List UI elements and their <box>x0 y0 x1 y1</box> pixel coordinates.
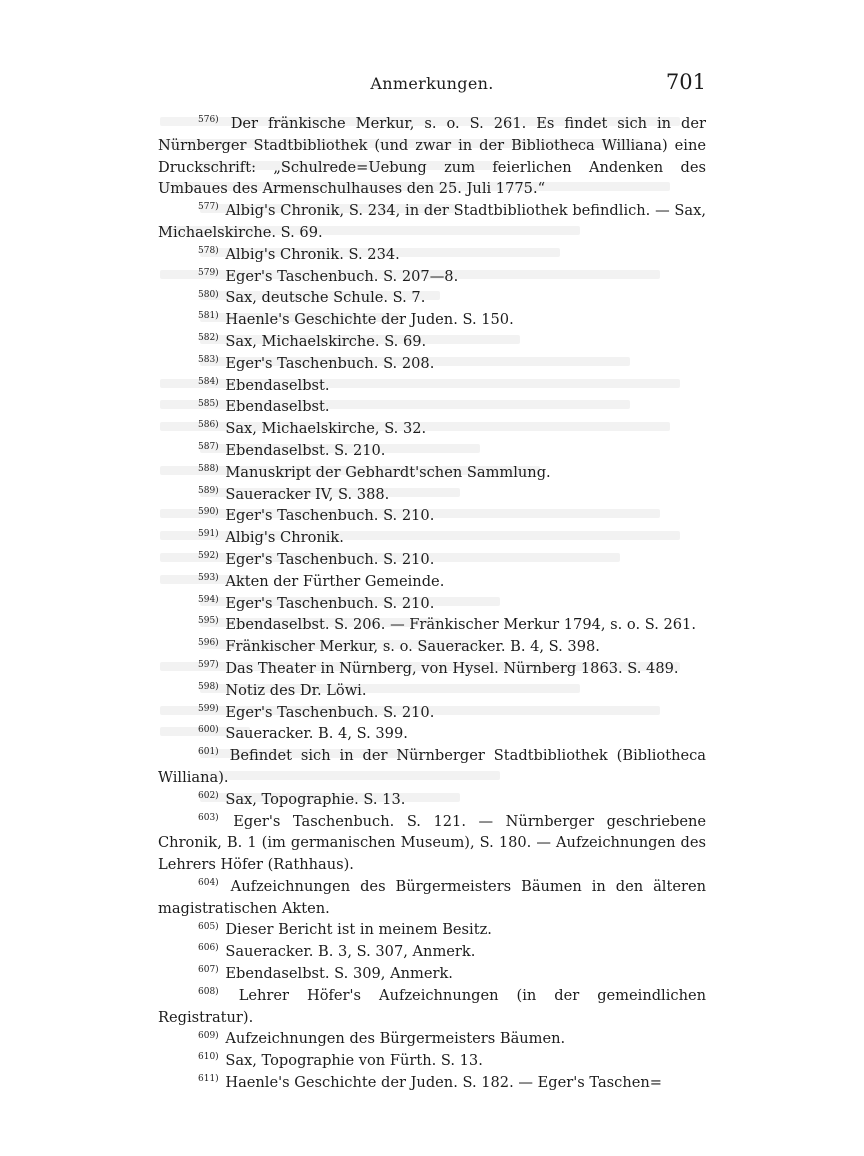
endnote <box>158 985 706 1029</box>
endnote <box>158 1050 706 1072</box>
endnote <box>158 723 706 745</box>
note-text: Notiz des Dr. Löwi. <box>225 681 367 699</box>
endnote <box>158 680 706 702</box>
note-text: Akten der Fürther Gemeinde. <box>225 572 445 590</box>
note-text: Eger's Taschenbuch. S. 208. <box>225 354 435 372</box>
endnote <box>158 484 706 506</box>
note-text: Ebendaselbst. <box>225 376 330 394</box>
note-number: 600) <box>198 725 219 736</box>
note-number: 602) <box>198 790 219 801</box>
note-number: 582) <box>198 333 219 344</box>
note-number: 589) <box>198 485 219 496</box>
note-text: Das Theater in Nürnberg, von Hysel. Nürnberg 1863. S. 489. <box>225 659 679 677</box>
note-text: Eger's Taschenbuch. S. 210. <box>225 507 435 525</box>
endnote <box>158 919 706 941</box>
note-text: Eger's Taschenbuch. S. 210. <box>225 594 435 612</box>
note-number: 594) <box>198 594 219 605</box>
endnote <box>158 266 706 288</box>
endnote <box>158 505 706 527</box>
note-text: Aufzeichnungen des Bürgermeisters Bäumen in den älteren magistratischen Akten. <box>158 877 706 917</box>
endnote <box>158 375 706 397</box>
endnote <box>158 811 706 876</box>
note-text: Sax, Michaelskirche, S. 32. <box>225 420 427 438</box>
endnote <box>158 636 706 658</box>
note-number: 593) <box>198 572 219 583</box>
page-header <box>158 70 706 102</box>
note-number: 610) <box>198 1052 219 1063</box>
note-number: 605) <box>198 921 219 932</box>
note-text: Dieser Bericht ist in meinem Besitz. <box>225 921 492 939</box>
note-number: 595) <box>198 616 219 627</box>
note-text: Eger's Taschenbuch. S. 210. <box>225 703 435 721</box>
endnote <box>158 593 706 615</box>
note-number: 601) <box>198 747 219 758</box>
note-number: 578) <box>198 245 219 256</box>
note-number: 611) <box>198 1074 219 1085</box>
endnote <box>158 440 706 462</box>
note-text: Der fränkische Merkur, s. o. S. 261. Es findet sich in der Nürnberger Stadtbibliothek (und zwar in der Bibliotheca Williana) eine Druckschrift: „Schulrede=Uebung zum feierlichen Andenken des Umbaues des Armenschulhauses den 25. Juli 1775.“ <box>158 115 706 198</box>
note-text: Fränkischer Merkur, s. o. Saueracker. B. 4, S. 398. <box>225 638 600 656</box>
endnote <box>158 1072 706 1094</box>
note-text: Sax, Topographie. S. 13. <box>225 790 406 808</box>
note-number: 609) <box>198 1030 219 1041</box>
endnote <box>158 331 706 353</box>
endnote <box>158 876 706 920</box>
note-number: 576) <box>198 115 219 126</box>
note-text: Albig's Chronik. S. 234. <box>225 245 400 263</box>
note-number: 599) <box>198 703 219 714</box>
endnote <box>158 549 706 571</box>
note-number: 588) <box>198 463 219 474</box>
note-text: Eger's Taschenbuch. S. 121. — Nürnberger geschriebene Chronik, B. 1 (im germanischen Museum), S. 180. — Aufzeichnungen des Lehrers Höfer (Rathhaus). <box>158 812 707 874</box>
note-number: 587) <box>198 442 219 453</box>
note-number: 585) <box>198 398 219 409</box>
endnote <box>158 287 706 309</box>
endnote <box>158 462 706 484</box>
note-number: 596) <box>198 638 219 649</box>
endnote <box>158 941 706 963</box>
note-number: 577) <box>198 202 219 213</box>
note-text: Sax, Michaelskirche. S. 69. <box>225 332 427 350</box>
endnote <box>158 789 706 811</box>
note-number: 580) <box>198 289 219 300</box>
note-text: Eger's Taschenbuch. S. 210. <box>225 550 435 568</box>
endnote <box>158 244 706 266</box>
endnote <box>158 745 706 789</box>
note-text: Manuskript der Gebhardt'schen Sammlung. <box>225 463 551 481</box>
note-number: 584) <box>198 376 219 387</box>
endnote <box>158 309 706 331</box>
note-text: Ebendaselbst. S. 309, Anmerk. <box>225 965 453 983</box>
page-number: 701 <box>665 70 706 94</box>
running-head: Anmerkungen. <box>370 74 494 93</box>
note-text: Saueracker. B. 4, S. 399. <box>225 725 408 743</box>
endnote <box>158 353 706 375</box>
note-number: 604) <box>198 878 219 889</box>
note-number: 592) <box>198 551 219 562</box>
note-number: 581) <box>198 311 219 322</box>
note-text: Ebendaselbst. S. 210. <box>225 441 386 459</box>
note-number: 579) <box>198 267 219 278</box>
endnote <box>158 658 706 680</box>
note-number: 597) <box>198 660 219 671</box>
note-text: Albig's Chronik. <box>225 529 344 547</box>
note-text: Aufzeichnungen des Bürgermeisters Bäumen. <box>225 1030 566 1048</box>
endnote <box>158 200 706 244</box>
note-text: Saueracker. B. 3, S. 307, Anmerk. <box>225 943 476 961</box>
endnote <box>158 113 706 200</box>
note-text: Lehrer Höfer's Aufzeichnungen (in der gemeindlichen Registratur). <box>158 986 706 1026</box>
note-text: Eger's Taschenbuch. S. 207—8. <box>225 267 459 285</box>
endnote <box>158 527 706 549</box>
note-text: Ebendaselbst. <box>225 398 330 416</box>
note-number: 607) <box>198 965 219 976</box>
note-number: 591) <box>198 529 219 540</box>
note-text: Albig's Chronik, S. 234, in der Stadtbibliothek befindlich. — Sax, Michaelskirche. S. 69. <box>158 202 707 241</box>
note-text: Ebendaselbst. S. 206. — Fränkischer Merkur 1794, s. o. S. 261. <box>225 616 696 634</box>
note-text: Haenle's Geschichte der Juden. S. 182. — Eger's Taschen= <box>225 1074 662 1092</box>
endnote <box>158 702 706 724</box>
endnote <box>158 571 706 593</box>
note-text: Saueracker IV, S. 388. <box>225 485 390 503</box>
note-number: 583) <box>198 354 219 365</box>
note-number: 608) <box>198 987 219 998</box>
endnote <box>158 418 706 440</box>
endnotes-list <box>158 113 706 1094</box>
endnote <box>158 963 706 985</box>
note-text: Haenle's Geschichte der Juden. S. 150. <box>225 311 514 329</box>
note-number: 598) <box>198 681 219 692</box>
endnote <box>158 1028 706 1050</box>
note-text: Sax, Topographie von Fürth. S. 13. <box>225 1052 483 1070</box>
note-text: Befindet sich in der Nürnberger Stadtbibliothek (Bibliotheca Williana). <box>158 747 706 786</box>
note-text: Sax, deutsche Schule. S. 7. <box>225 289 426 307</box>
note-number: 606) <box>198 943 219 954</box>
note-number: 586) <box>198 420 219 431</box>
note-number: 590) <box>198 507 219 518</box>
endnote <box>158 396 706 418</box>
endnote <box>158 614 706 636</box>
note-number: 603) <box>198 812 219 823</box>
